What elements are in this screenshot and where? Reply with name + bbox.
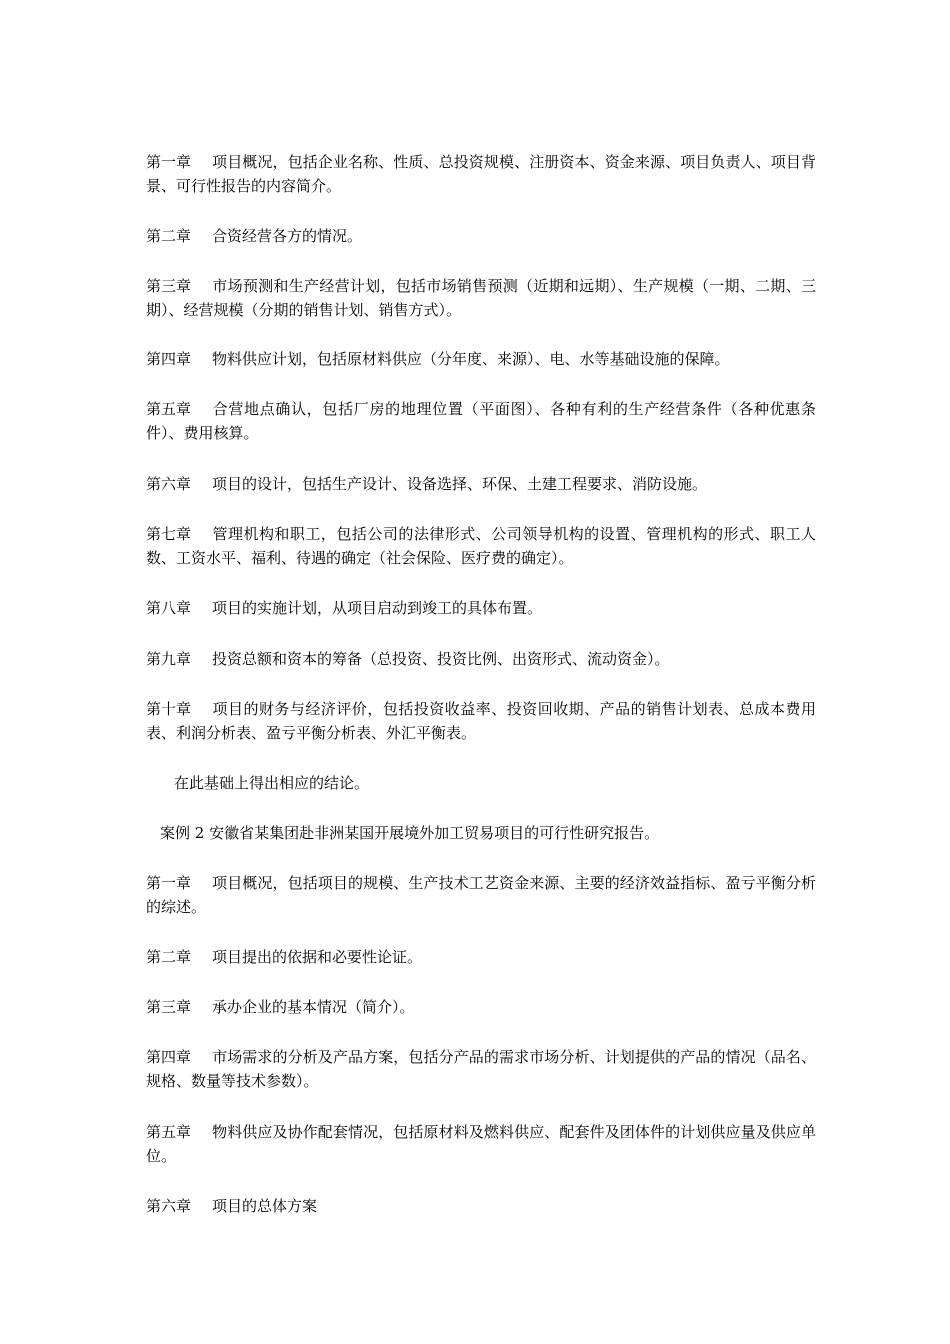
chapter-label: 第六章 xyxy=(146,1197,192,1215)
chapter-label: 第九章 xyxy=(146,650,192,668)
chapter-paragraph xyxy=(146,472,816,496)
chapter-label: 第一章 xyxy=(146,153,192,171)
chapter-label: 第二章 xyxy=(146,227,192,245)
chapter-paragraph xyxy=(146,596,816,620)
chapter-text: 项目概况，包括企业名称、性质、总投资规模、注册资本、资金来源、项目负责人、项目背景、可行性报告的内容简介。 xyxy=(146,153,816,195)
chapter-text: 管理机构和职工，包括公司的法律形式、公司领导机构的设置、管理机构的形式、职工人数、工资水平、福利、待遇的确定（社会保险、医疗费的确定）。 xyxy=(146,525,816,567)
chapter-paragraph xyxy=(146,274,816,322)
chapter-label: 第五章 xyxy=(146,400,192,418)
chapter-paragraph xyxy=(146,697,816,745)
chapter-text: 合资经营各方的情况。 xyxy=(212,227,363,245)
chapter-text: 合营地点确认，包括厂房的地理位置（平面图）、各种有利的生产经营条件（各种优惠条件）、费用核算。 xyxy=(146,400,816,442)
chapter-paragraph xyxy=(146,224,816,248)
chapter-label: 第三章 xyxy=(146,277,192,295)
chapter-paragraph xyxy=(146,522,816,570)
chapter-text: 承办企业的基本情况（简介）。 xyxy=(212,998,415,1016)
chapter-paragraph xyxy=(146,995,816,1019)
chapter-paragraph xyxy=(146,397,816,445)
case-title: 案例 2 安徽省某集团赴非洲某国开展境外加工贸易项目的可行性研究报告。 xyxy=(160,824,660,842)
chapter-text: 项目的设计，包括生产设计、设备选择、环保、土建工程要求、消防设施。 xyxy=(212,475,708,493)
chapter-paragraph xyxy=(146,347,816,371)
chapter-label: 第五章 xyxy=(146,1123,192,1141)
conclusion-paragraph: 在此基础上得出相应的结论。 xyxy=(174,774,370,792)
chapter-label: 第二章 xyxy=(146,948,192,966)
chapter-paragraph xyxy=(146,647,816,671)
chapter-label: 第四章 xyxy=(146,350,192,368)
chapter-text: 项目的总体方案 xyxy=(212,1197,318,1215)
chapter-label: 第四章 xyxy=(146,1048,192,1066)
chapter-text: 项目提出的依据和必要性论证。 xyxy=(212,948,423,966)
chapter-label: 第十章 xyxy=(146,700,192,718)
chapter-text: 项目概况，包括项目的规模、生产技术工艺资金来源、主要的经济效益指标、盈亏平衡分析的综述。 xyxy=(146,874,816,916)
chapter-label: 第八章 xyxy=(146,599,192,617)
chapter-paragraph xyxy=(146,1120,816,1168)
chapter-text: 投资总额和资本的筹备（总投资、投资比例、出资形式、流动资金）。 xyxy=(212,650,670,668)
chapter-text: 物料供应计划，包括原材料供应（分年度、来源）、电、水等基础设施的保障。 xyxy=(212,350,730,368)
chapter-label: 第三章 xyxy=(146,998,192,1016)
chapter-label: 第七章 xyxy=(146,525,192,543)
chapter-paragraph xyxy=(146,1194,816,1218)
chapter-text: 市场预测和生产经营计划，包括市场销售预测（近期和远期）、生产规模（一期、二期、三期）、经营规模（分期的销售计划、销售方式）。 xyxy=(146,277,816,319)
chapter-text: 物料供应及协作配套情况，包括原材料及燃料供应、配套件及团体件的计划供应量及供应单位。 xyxy=(146,1123,816,1165)
chapter-paragraph xyxy=(146,945,816,969)
chapter-text: 项目的财务与经济评价，包括投资收益率、投资回收期、产品的销售计划表、总成本费用表、利润分析表、盈亏平衡分析表、外汇平衡表。 xyxy=(146,700,816,742)
chapter-text: 市场需求的分析及产品方案，包括分产品的需求市场分析、计划提供的产品的情况（品名、规格、数量等技术参数）。 xyxy=(146,1048,816,1090)
chapter-label: 第六章 xyxy=(146,475,192,493)
chapter-text: 项目的实施计划，从项目启动到竣工的具体布置。 xyxy=(212,599,543,617)
chapter-label: 第一章 xyxy=(146,874,192,892)
chapter-paragraph xyxy=(146,150,816,198)
chapter-paragraph xyxy=(146,1045,816,1093)
chapter-paragraph xyxy=(146,871,816,919)
